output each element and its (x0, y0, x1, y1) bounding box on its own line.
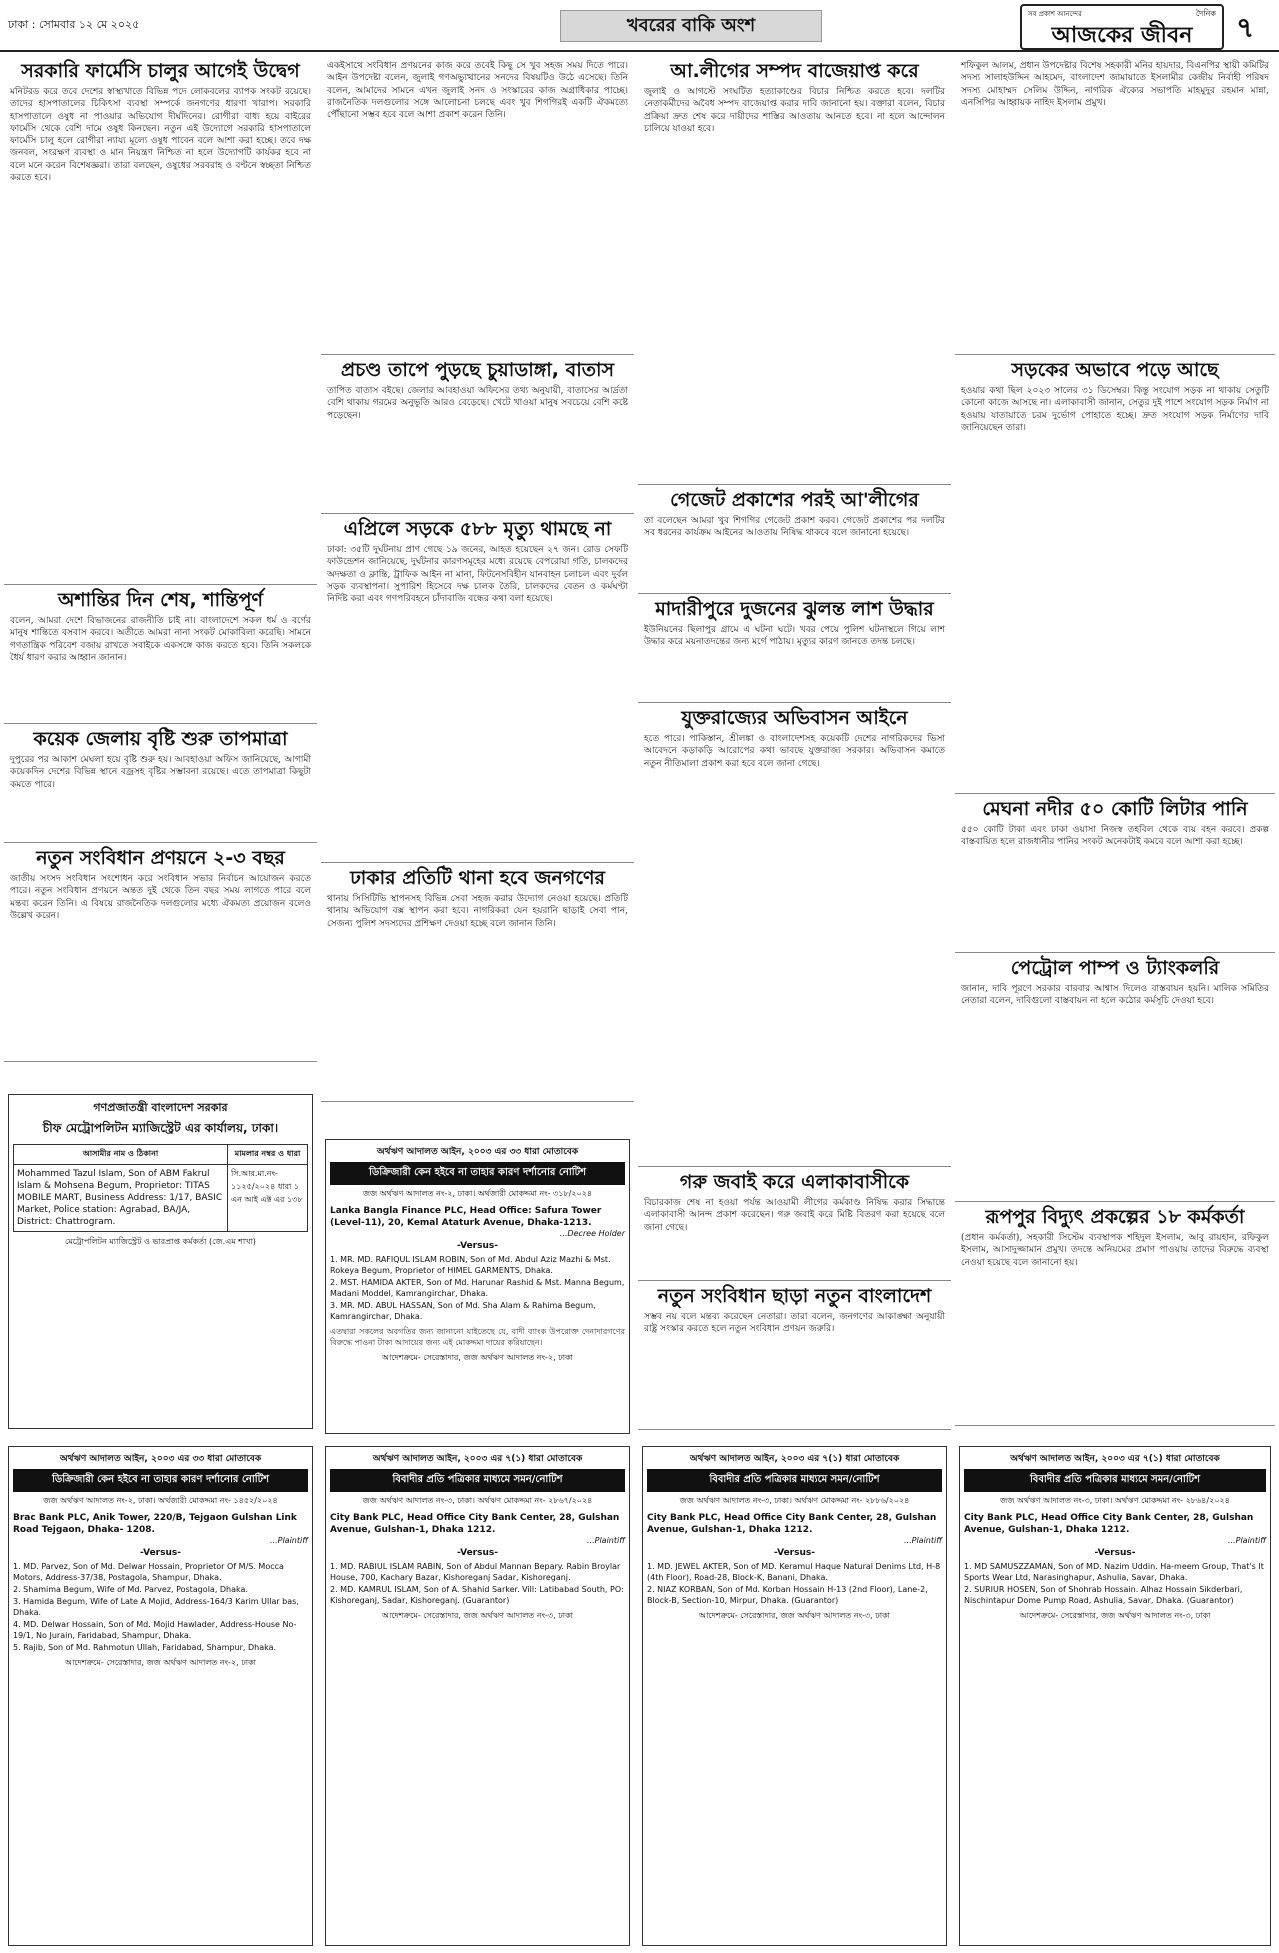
notice-court: জজ অর্থঋণ আদালত নং-৩, ঢাকা। অর্থঋণ মোকদ্দমা নং- ২৮৬৭/২০২৪ (362, 1496, 593, 1505)
story-body: একইসাথে সংবিধান প্রণয়নের কাজ করে তবেই কিছু সে খুব সহজ সময় দিতে পারে। আইন উপদেষ্টা বলেন, জুলাই গণঅভ্যুত্থানের সনদের বিষয়টিও উঠে এসেছে। তিনি বলেন, আমাদের সামনে এখন জুলাই সনদ ও সংস্কারের কাজ অগ্রাধিকার পাচ্ছে। রাজনৈতিক দলগুলোর সঙ্গে আলোচনা চলছে এবং খুব শিগগিরই একটি ঐকমত্যে পৌঁছানো সম্ভব হবে বলে আশা প্রকাশ করেন তিনি। (327, 61, 628, 121)
defendant: 2. MD. KAMRUL ISLAM, Son of A. Shahid Sarker. Vill: Latibabad South, PO: Kishoreganj, Sadar, Kishoreganj. (Guarantor) (330, 1585, 624, 1605)
notice-sign: আদেশক্রমে- সেরেস্তাদার, জজ অর্থঋণ আদালত নং-২, ঢাকা (65, 1658, 256, 1667)
story-body: তা বলেছেন আমরা খুব শিগগির গেজেট প্রকাশ করব। গেজেট প্রকাশের পর দলটির সব ধরনের কার্যক্রম আইনের আওতায় নিষিদ্ধ থাকবে বলে জানানো হয়েছে। (644, 516, 945, 539)
notice-title: বিবাদীর প্রতি পত্রিকার মাধ্যমে সমন/নোটিশ (647, 1469, 942, 1492)
story-headline: গেজেট প্রকাশের পরই আ'লীগের (670, 489, 919, 511)
plaintiff: Lanka Bangla Finance PLC, Head Office: Safura Tower (Level-11), 20, Kemal Ataturk Avenue, Dhaka-1213. (330, 1206, 602, 1228)
defendant: 2. SURIUR HOSEN, Son of Shohrab Hossain. Alhaz Hossain Sikderbari, Nischintapur Dome Pump Road, Ashulia, Savar, Dhaka. (Guarantor) (964, 1585, 1243, 1605)
col-case-header: মামলার নম্বর ও ধারা (228, 1145, 308, 1165)
story-body: শফিকুল আলম, প্রধান উপদেষ্টার বিশেষ সহকারী মনির হায়দার, বিএনপির স্থায়ী কমিটির সদস্য সালাহউদ্দিন আহমেদ, বাংলাদেশ জামায়াতে ইসলামীর কেন্দ্রীয় নির্বাহী পরিষদ সদস্য মোহাম্মদ সেলিম উদ্দিন, নাগরিক ঐক্যের সভাপতি মাহমুদুর রহমান মান্না, এনসিপির আহ্বায়ক নাহিদ ইসলাম প্রমুখ। (961, 61, 1269, 108)
story-headline: সরকারি ফার্মেসি চালুর আগেই উদ্বেগ (21, 60, 300, 82)
section-title: খবরের বাকি অংশ (560, 10, 822, 42)
notice-title: ডিক্রিজারী কেন হইবে না তাহার কারণ দর্শানোর নোটিশ (13, 1469, 308, 1492)
story-body: থানায় সিসিটিভি স্থাপনসহ বিভিন্ন সেবা সহজ করার উদ্যোগ নেওয়া হয়েছে। প্রতিটি থানায় অভিযোগ বক্স স্থাপন করা হবে। নাগরিকরা যেন হয়রানি ছাড়াই সেবা পান, সেজন্য পুলিশ সদস্যদের প্রশিক্ষণ দেওয়া হচ্ছে বলে জানান তিনি। (327, 894, 628, 929)
story (638, 1167, 951, 1281)
page-number: ৭ (1236, 11, 1255, 44)
defendant: 1. MR. MD. RAFIQUL ISLAM ROBIN, Son of Md. Abdul Aziz Mazhi & Mst. Rokeya Begum, Proprietor of HIMEL GARMENTS, Dhaka. (330, 1255, 611, 1275)
versus: -Versus- (457, 1548, 498, 1558)
col-name-header: আসামীর নাম ও ঠিকানা (14, 1145, 228, 1165)
story-headline: আ.লীগের সম্পদ বাজেয়াপ্ত করে (670, 60, 919, 82)
notice-act: অর্থঋণ আদালত আইন, ২০০৩ এর ৭(১) ধারা মোতাবেক (372, 1454, 583, 1464)
mid-ad-area (321, 1135, 634, 1435)
story (955, 355, 1275, 794)
defendant: 5. Rajib, Son of Md. Rahmotun Ullah, Faridabad, Shampur, Dhaka. (13, 1643, 277, 1652)
defendant: 1. MD. JEWEL AKTER, Son of MD. Keramul Haque Natural Denims Ltd, H-8 (4th Floor), Road-28, Block-K, Banani, Dhaka. (647, 1562, 941, 1582)
story-body: ঢাকা: ৩৫টি দুর্ঘটনায় প্রাণ গেছে ১৯ জনের, আহত হয়েছেন ২৭ জন। রোড সেফটি ফাউন্ডেশন জানিয়েছে, দুর্ঘটনার কারণসমূহের মধ্যে রয়েছে বেপরোয়া গতি, চালকদের অদক্ষতা ও ক্লান্তি, ট্রাফিক আইন না মানা, ফিটনেসবিহীন যানবাহন চলাচল এবং দুর্বল সড়ক ব্যবস্থাপনা। সুপারিশ হিসেবে দক্ষ চালক তৈরি, চালকদের বেতন ও কর্মঘণ্টা নির্দিষ্ট করা এবং গণপরিবহনে চাঁদাবাজি বন্ধের কথা বলা হয়েছে। (327, 545, 628, 605)
plaintiff: City Bank PLC, Head Office City Bank Center, 28, Gulshan Avenue, Gulshan-1, Dhaka 1212. (964, 1513, 1254, 1535)
story-headline: নতুন সংবিধান ছাড়া নতুন বাংলাদেশ (657, 1285, 932, 1307)
plaintiff-label: ...Plaintiff (269, 1536, 308, 1545)
gov-notice-area (4, 1090, 317, 1430)
notice-title: বিবাদীর প্রতি পত্রিকার মাধ্যমে সমন/নোটিশ (330, 1469, 625, 1492)
dateline: ঢাকা : সোমবার ১২ মে ২০২৫ (8, 18, 140, 31)
story-headline: অশান্তির দিন শেষ, শান্তিপূর্ণ (57, 589, 264, 611)
court-notice (959, 1446, 1271, 1946)
notice-act: অর্থঋণ আদালত আইন, ২০০৩ এর ৭(১) ধারা মোতাবেক (1010, 1454, 1220, 1464)
defendant: 2. MST. HAMIDA AKTER, Son of Md. Harunar Rashid & Mst. Manna Begum, Madani Moddel, Kamrangirchar, Dhaka. (330, 1278, 625, 1298)
masthead (0, 0, 1279, 52)
column-2 (321, 56, 634, 1126)
story-headline: যুক্তরাজ্যের অভিবাসন আইনে (681, 707, 908, 729)
story (638, 56, 951, 485)
bottom-ad (955, 1442, 1275, 1948)
plaintiff: City Bank PLC, Head Office City Bank Center, 28, Gulshan Avenue, Gulshan-1, Dhaka 1212. (647, 1513, 937, 1535)
logo-tagline: সব প্রকাশ আনন্দের (1028, 10, 1082, 18)
story-body: বলেন, আমরা দেশে বিভাজনের রাজনীতি চাই না। বাংলাদেশে সকল ধর্ম ও বর্ণের মানুষ শান্তিতে বসবাস করবে। অতীতে আমরা নানা সংকট মোকাবিলা করেছি। সামনে গণতান্ত্রিক পরিবেশ বজায় রাখতে সবাইকে একসঙ্গে কাজ করতে হবে। তিনি সকলকে ধৈর্য ধারণ করার আহ্বান জানান। (10, 616, 311, 663)
story-body: ইউনিয়নের ছিলাপুর গ্রামে এ ঘটনা ঘটে। খবর পেয়ে পুলিশ ঘটনাস্থলে গিয়ে লাশ উদ্ধার করে ময়নাতদন্তের জন্য মর্গে পাঠায়। মৃত্যুর কারণ জানতে তদন্ত চলছে। (644, 625, 945, 648)
story-body: জাতীয় সংসদ সংবিধান সংশোধন করে সংবিধান সভার নির্বাচন আয়োজন করতে পারে। নতুন সংবিধান প্রণয়নে অন্তত দুই থেকে তিন বছর সময় লাগতে পারে বলে মন্তব্য করেন তিনি। এ বিষয়ে রাজনৈতিক দলগুলোর মধ্যে ঐকমত্য প্রয়োজন বলেও উল্লেখ করেন। (10, 874, 311, 921)
versus: -Versus- (774, 1548, 815, 1558)
story (4, 56, 317, 585)
bottom-ad (638, 1442, 951, 1948)
story (321, 514, 634, 863)
story (321, 863, 634, 1102)
story (955, 1202, 1275, 1426)
accused-cell: Mohammed Tazul Islam, Son of ABM Fakrul Islam & Mohsena Begum, Proprietor: TITAS MOBILE MART, Business Address: 1/17, BASIC Market, Police station: Agrabad, BA/JA, District: Chattrogram. (14, 1165, 228, 1232)
story-body: হওয়ার কথা ছিল ২০২৩ সালের ৩১ ডিসেম্বর। কিন্তু সংযোগ সড়ক না থাকায় সেতুটি কোনো কাজে আসছে না। এলাকাবাসী জানান, সেতুর দুই পাশে সংযোগ সড়ক নির্মাণ না হওয়ায় যাতায়াতে চরম দুর্ভোগ পোহাতে হচ্ছে। দ্রুত সংযোগ সড়ক নির্মাণের দাবি জানিয়েছেন তারা। (961, 386, 1269, 433)
story (638, 703, 951, 1167)
notice-court: জজ অর্থঋণ আদালত নং-২, ঢাকা। অর্থজারী মোকদ্দমা নং- ৩১৮/২০২৪ (362, 1189, 593, 1198)
notice-court: জজ অর্থঋণ আদালত নং-২, ঢাকা। অর্থজারী মোকদ্দমা নং- ১৪৫২/২০২৪ (43, 1496, 278, 1505)
story-body: দুপুরের পর আকাশ মেঘলা হয়ে বৃষ্টি শুরু হয়। আবহাওয়া অফিস জানিয়েছে, আগামী কয়েকদিন দেশের বিভিন্ন স্থানে বজ্রসহ বৃষ্টির সম্ভাবনা রয়েছে। এতে তাপমাত্রা কিছুটা কমতে পারে। (10, 755, 311, 790)
story-body: জুলাই ও আগস্টে সংঘটিত হত্যাকাণ্ডের বিচার নিশ্চিত করতে হবে। দলটির নেতাকর্মীদের অবৈধ সম্পদ বাজেয়াপ্ত করার দাবি জানানো হয়। বক্তারা বলেন, বিচার প্রক্রিয়া দ্রুত শেষ করে দায়ীদের শাস্তির আওতায় আনতে হবে। না হলে আন্দোলন চালিয়ে যাওয়া হবে। (644, 87, 945, 134)
logo-name: আজকের জীবন (1051, 23, 1193, 48)
story (4, 585, 317, 724)
story (638, 485, 951, 594)
defendant: 1. MD SAMUSZZAMAN, Son of MD. Nazim Uddin. Ha-meem Group, That's It Sports Wear Ltd, Narasinghapur, Ashulia, Savar, Dhaka. (964, 1562, 1264, 1582)
notice-sign: আদেশক্রমে- সেরেস্তাদার, জজ অর্থঋণ আদালত নং-৩, ঢাকা (382, 1611, 573, 1620)
column-1 (4, 56, 317, 1086)
story-body: হতে পারে। পাকিস্তান, শ্রীলঙ্কা ও বাংলাদেশসহ কয়েকটি দেশের নাগরিকদের ভিসা আবেদনে কড়াকড়ি আরোপের কথা ভাবছে যুক্তরাজ্য সরকার। অভিবাসন কমাতে নতুন নীতিমালা প্রকাশ করা হবে বলে জানা গেছে। (644, 734, 945, 769)
gov-notice-line1: গণপ্রজাতন্ত্রী বাংলাদেশ সরকার (93, 1101, 228, 1114)
notice-court: জজ অর্থঋণ আদালত নং-৩, ঢাকা। অর্থঋণ মোকদ্দমা নং- ২৮৮৬/২০২৪ (679, 1496, 910, 1505)
story-headline: রূপপুর বিদ্যুৎ প্রকল্পের ১৮ কর্মকর্তা (985, 1206, 1245, 1228)
story-headline: গরু জবাই করে এলাকাবাসীকে (679, 1171, 910, 1193)
notice-act: অর্থঋণ আদালত আইন, ২০০৩ এর ৩৩ ধারা মোতাবেক (376, 1147, 579, 1157)
court-notice (642, 1446, 947, 1946)
newspaper-logo (1020, 4, 1224, 50)
story-body: জানান, দাবি পূরণে সরকার বারবার আশ্বাস দিলেও বাস্তবায়ন হয়নি। মালিক সমিতির নেতারা বলেন, দাবিগুলো বাস্তবায়ন না হলে কঠোর কর্মসূচি দেওয়া হবে। (961, 984, 1269, 1007)
column-3 (638, 56, 951, 1436)
notice-body: এতদ্বারা সকলের অবগতির জন্য জানানো যাইতেছে যে, বাদী ব্যাংক উপরোক্ত দেনাদারগণের বিরুদ্ধে পাওনা টাকা আদায়ের জন্য এই মোকদ্দমা দায়ের করিয়াছেন। (330, 1327, 625, 1347)
defendant: 1. MD. Parvez, Son of Md. Delwar Hossain, Proprietor Of M/S. Mocca Motors, Address-37/38, Postagola, Shampur, Dhaka. (13, 1562, 284, 1582)
story (638, 594, 951, 703)
versus: -Versus- (1094, 1548, 1136, 1558)
defendant: 1. MD. RABIUL ISLAM RABIN, Son of Abdul Mannan Bepary. Rabin Broylar House, 700, Kachary Bazar, Kishoreganj Sadar, Kishoreganj. (330, 1562, 621, 1582)
plaintiff: City Bank PLC, Head Office City Bank Center, 28, Gulshan Avenue, Gulshan-1, Dhaka 1212. (330, 1513, 620, 1535)
story-headline: মাদারীপুরে দুজনের ঝুলন্ত লাশ উদ্ধার (655, 598, 934, 620)
notice-sign: আদেশক্রমে- সেরেস্তাদার, জজ অর্থঋণ আদালত নং-৩, ঢাকা (699, 1611, 890, 1620)
defendant: 3. Hamida Begum, Wife of Late A Mojid, Address-164/3 Karim Ullar bas, Dhaka. (13, 1597, 299, 1617)
story-body: বিচারকাজ শেষ না হওয়া পর্যন্ত আওয়ামী লীগের কর্মকাণ্ড নিষিদ্ধ করার সিদ্ধান্তে এলাকাবাসী আনন্দ প্রকাশ করেছেন। গরু জবাই করে মিষ্টি বিতরণ করা হয়েছে বলে জানা গেছে। (644, 1198, 945, 1233)
plaintiff-label: ...Plaintiff (903, 1536, 942, 1545)
defendant: 2. Shamima Begum, Wife of Md. Parvez, Postagola, Dhaka. (13, 1585, 248, 1594)
accused-table (13, 1144, 308, 1232)
story-headline: প্রচণ্ড তাপে পুড়ছে চুয়াডাঙ্গা, বাতাস (340, 359, 615, 381)
notice-sign: আদেশক্রমে- সেরেস্তাদার, জজ অর্থঋণ আদালত নং-২, ঢাকা (382, 1353, 573, 1362)
gov-notice (8, 1094, 313, 1429)
plaintiff-label: ...Decree Holder (559, 1229, 625, 1238)
story (321, 355, 634, 514)
story (4, 843, 317, 1062)
notice-act: অর্থঋণ আদালত আইন, ২০০৩ এর ৩৩ ধারা মোতাবেক (59, 1454, 262, 1464)
plaintiff-label: ...Plaintiff (586, 1536, 625, 1545)
defendant: 4. MD. Delwar Hossain, Son of Md. Mojid Hawlader, Address-House No-19/1, No Jurain, Faridabad, Shampur, Dhaka. (13, 1620, 297, 1640)
court-notice (325, 1139, 630, 1434)
story (4, 724, 317, 843)
story (955, 794, 1275, 953)
notice-sign: আদেশক্রমে- সেরেস্তাদার, জজ অর্থঋণ আদালত নং-৩, ঢাকা (1019, 1611, 1211, 1620)
plaintiff: Brac Bank PLC, Anik Tower, 220/B, Tejgaon Gulshan Link Road Tejgaon, Dhaka- 1208. (13, 1513, 297, 1535)
story-headline: সড়কের অভাবে পড়ে আছে (1011, 359, 1219, 381)
story-headline: ঢাকার প্রতিটি থানা হবে জনগণের (350, 867, 605, 889)
notice-title: ডিক্রিজারী কেন হইবে না তাহার কারণ দর্শানোর নোটিশ (330, 1162, 625, 1185)
gov-notice-sign: মেট্রোপলিটন ম্যাজিস্ট্রেট ও ভারপ্রাপ্ত কর্মকর্তা (জে.এম শাখা) (65, 1237, 256, 1246)
story-body: ৫৫০ কোটি টাকা এবং ঢাকা ওয়াসা নিজস্ব তহবিল থেকে ব্যয় বহন করবে। প্রকল্প বাস্তবায়িত হলে রাজধানীর পানির সংকট অনেকটাই কমবে বলে আশা করা হচ্ছে। (961, 825, 1269, 848)
bottom-ad (4, 1442, 317, 1948)
defendant: 2. NIAZ KORBAN, Son of Md. Korban Hossain H-13 (2nd Floor), Lane-2, Block-B, Section-10, Mirpur, Dhaka. (Guarantor) (647, 1585, 928, 1605)
gov-notice-line2: চীফ মেট্রোপলিটন ম্যাজিস্ট্রেট এর কার্যালয়, ঢাকা। (42, 1121, 279, 1135)
notice-court: জজ অর্থঋণ আদালত নং-৩, ঢাকা। অর্থঋণ মোকদ্দমা নং- ২৮৬৪/২০২৪ (1000, 1496, 1230, 1505)
court-notice (8, 1446, 313, 1946)
story-headline: পেট্রোল পাম্প ও ট্যাংকলরি (1010, 957, 1220, 979)
story (638, 1281, 951, 1430)
story-body: সম্ভব নয় বলে মন্তব্য করেছেন নেতারা। তারা বলেন, জনগণের আকাঙ্ক্ষা অনুযায়ী রাষ্ট্র সংস্কার করতে হলে নতুন সংবিধান প্রণয়ন জরুরি। (644, 1312, 945, 1335)
defendant: 3. MR. MD. ABUL HASSAN, Son of Md. Sha Alam & Rahima Begum, Kamrangirchar, Dhaka. (330, 1301, 596, 1321)
notice-act: অর্থঋণ আদালত আইন, ২০০৩ এর ৭(১) ধারা মোতাবেক (689, 1454, 900, 1464)
story-body: মনিটরড করে তবে দেশের স্বাস্থ্যখাতে বিভিন্ন পদে লোকবলের ব্যাপক সংকট রয়েছে। তাদের হাসপাতালের চিকিৎসা ব্যবস্থা সম্পর্কে জনগণের ধারণা খারাপ। সরকারি হাসপাতালে ওষুধ না পাওয়ার অভিযোগ দীর্ঘদিনের। রোগীরা বাধ্য হয়ে বাইরের ফার্মেসি থেকে বেশি দামে ওষুধ কিনছেন। নতুন এই উদ্যোগে সরকারি হাসপাতালে ফার্মেসি চালু হলে রোগীরা ন্যায্য মূল্যে ওষুধ পাবেন বলে আশা করা হচ্ছে। তবে দক্ষ জনবল, সংরক্ষণ ব্যবস্থা ও মান নিয়ন্ত্রণ নিশ্চিত না হলে উদ্যোগটি কার্যকর হবে না বলে মনে করেন বিশেষজ্ঞরা। তারা বলছেন, ওষুধের সরবরাহ ও বণ্টনে স্বচ্ছতা নিশ্চিত করতে হবে। (10, 87, 311, 184)
story-headline: মেঘনা নদীর ৫০ কোটি লিটার পানি (982, 798, 1248, 820)
story-headline: কয়েক জেলায় বৃষ্টি শুরু তাপমাত্রা (33, 728, 288, 750)
story (955, 56, 1275, 355)
story-body: তাপিত বাতাস বইছে। জেলার আবহাওয়া অফিসের তথ্য অনুযায়ী, বাতাসের আর্দ্রতা বেশি থাকায় গরমের অনুভূতি আরও বেড়েছে। খেটে খাওয়া মানুষ সবচেয়ে বেশি কষ্টে পড়েছেন। (327, 386, 628, 421)
versus: -Versus- (140, 1548, 181, 1558)
case-cell: সি.আর.মা.নং- ১১২৫/২০২৪ ধারা ১ এন আই এক্ট এর ১৩৮ (228, 1165, 308, 1232)
versus: -Versus- (457, 1241, 498, 1251)
story-headline: এপ্রিলে সড়কে ৫৮৮ মৃত্যু থামছে না (343, 518, 612, 540)
column-4 (955, 56, 1275, 1436)
logo-daily: দৈনিক (1195, 9, 1216, 18)
notice-title: বিবাদীর প্রতি পত্রিকার মাধ্যমে সমন/নোটিশ (964, 1469, 1266, 1492)
bottom-ad (321, 1442, 634, 1948)
story (321, 56, 634, 355)
plaintiff-label: ...Plaintiff (1227, 1536, 1266, 1545)
story-body: (প্রধান কর্মকর্তা), সহকারী সিস্টেম ব্যবস্থাপক শহিদুল ইসলাম, আবু রায়হান, রফিকুল ইসলাম, আসাদুজ্জামান প্রমুখ। তদন্তে অনিয়মের প্রমাণ পাওয়ায় তাদের বিরুদ্ধে ব্যবস্থা নেওয়া হয়েছে বলে জানানো হয়। (961, 1233, 1269, 1268)
story (955, 953, 1275, 1202)
court-notice (325, 1446, 630, 1946)
story-headline: নতুন সংবিধান প্রণয়নে ২-৩ বছর (36, 847, 285, 869)
